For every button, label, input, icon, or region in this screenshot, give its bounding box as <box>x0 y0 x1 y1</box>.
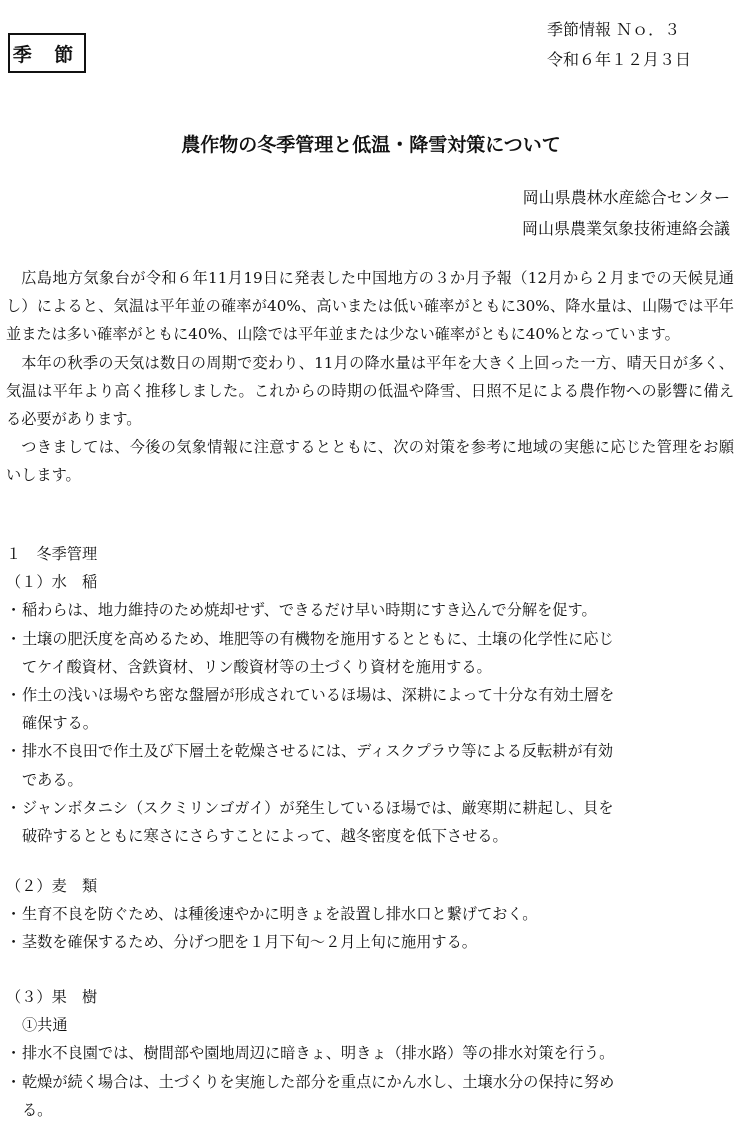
bullet-mark: ・ <box>6 933 22 952</box>
subsection-subheading-common: ①共通 <box>21 1016 68 1035</box>
intro-text <box>6 264 734 490</box>
season-label-box <box>8 33 86 73</box>
season-label: 季 節 <box>12 43 82 66</box>
list-item: ・ 作土の浅いほ場やち密な盤層が形成されているほ場は、深耕によって十分な有効土層を 確保する。 <box>6 681 734 737</box>
subsection-fruit <box>6 983 734 1124</box>
bullet-mark: ・ <box>6 798 22 817</box>
section-heading: １ 冬季管理 <box>6 545 98 563</box>
subsection-heading-rice: （１）水 稲 <box>6 573 98 592</box>
issue-date: 令和６年１２月３日 <box>547 50 692 69</box>
bullet-mark: ・ <box>6 629 22 648</box>
list-item: ・ 稲わらは、地力維持のため焼却せず、できるだけ早い時期にすき込んで分解を促す。 <box>6 596 734 624</box>
list-item: ・ 排水不良園では、樹間部や園地周辺に暗きょ、明きょ（排水路）等の排水対策を行う。 <box>6 1039 734 1067</box>
list-item: ・ 土壌の肥沃度を高めるため、堆肥等の有機物を施用するとともに、土壌の化学性に応じ てケイ酸資材、含鉄資材、リン酸資材等の土づくり資材を施用する。 <box>6 625 734 681</box>
intro-paragraph: 広島地方気象台が令和６年11月19日に発表した中国地方の３か月予報（12月から２月までの天候見通し）によると、気温は平年並の確率が40%、高いまたは低い確率がともに30%、降水量は、山陽では平年並または多い確率がともに40%、山陰では平年並または少ない確率がともに40%となっています。 <box>6 269 734 344</box>
list-item: ・ 乾燥が続く場合は、土づくりを実施した部分を重点にかん水し、土壌水分の保持に努め る。 <box>6 1068 734 1124</box>
subsection-wheat <box>6 872 734 957</box>
organization-1: 岡山県農林水産総合センター <box>522 188 730 207</box>
list-item: ・ 排水不良田で作土及び下層土を乾燥させるには、ディスクプラウ等による反転耕が有効 である。 <box>6 737 734 793</box>
bullet-mark: ・ <box>6 1072 22 1091</box>
issue-number: 季節情報 Ｎｏ．３ <box>547 20 681 39</box>
list-item: ・ ジャンボタニシ（スクミリンゴガイ）が発生しているほ場では、厳寒期に耕起し、貝を 破砕するとともに寒さにさらすことによって、越冬密度を低下させる。 <box>6 794 734 850</box>
bullet-mark: ・ <box>6 686 22 705</box>
intro-paragraph: つきましては、今後の気象情報に注意するとともに、次の対策を参考に地域の実態に応じた管理をお願いします。 <box>6 438 734 485</box>
bullet-mark: ・ <box>6 905 22 924</box>
subsection-heading-fruit: （３）果 樹 <box>6 988 98 1006</box>
list-item: ・ 生育不良を防ぐため、は種後速やかに明きょを設置し排水口と繋げておく。 <box>6 900 734 928</box>
section-winter-management <box>6 540 734 850</box>
list-item: ・ 茎数を確保するため、分げつ肥を１月下旬～２月上旬に施用する。 <box>6 928 734 956</box>
organization-2: 岡山県農業気象技術連絡会議 <box>521 219 730 238</box>
bullet-mark: ・ <box>6 601 22 620</box>
document-title: 農作物の冬季管理と低温・降雪対策について <box>181 134 561 156</box>
bullet-mark: ・ <box>6 1044 22 1063</box>
subsection-heading-wheat: （２）麦 類 <box>6 877 98 895</box>
intro-paragraph: 本年の秋季の天気は数日の周期で変わり、11月の降水量は平年を大きく上回った一方、晴天日が多く、気温は平年より高く推移しました。これからの時期の低温や降雪、日照不足による農作物への影響に備える必要があります。 <box>6 353 734 429</box>
bullet-mark: ・ <box>6 742 22 761</box>
